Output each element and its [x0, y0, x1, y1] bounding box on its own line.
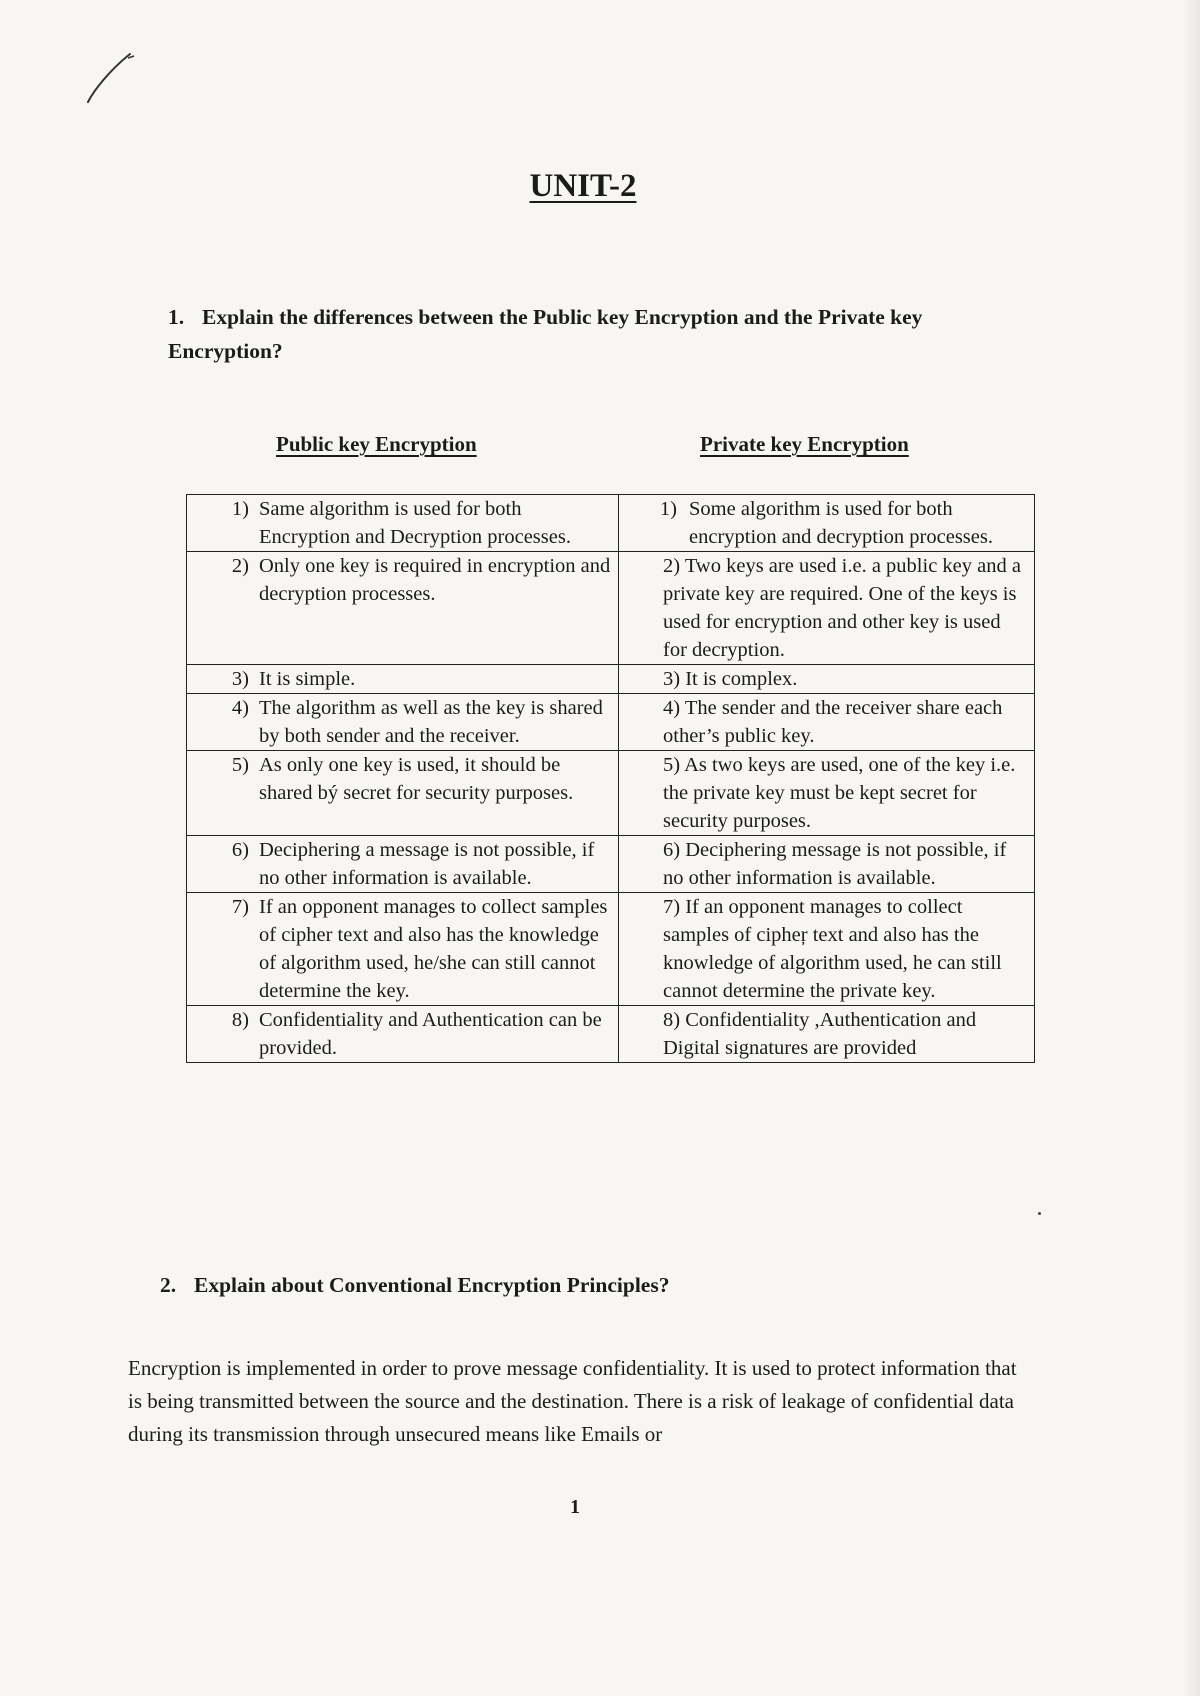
question-1-text: Explain the differences between the Public key Encryption and the Private key Encryption? — [168, 305, 923, 363]
table-row — [187, 665, 1035, 694]
page-title: UNIT-2 — [529, 168, 637, 204]
question-2-text: Explain about Conventional Encryption Principles? — [194, 1273, 670, 1297]
table-row — [187, 495, 1035, 552]
question-1-number: 1. — [168, 305, 185, 329]
table-row — [187, 552, 1035, 665]
page-number: 1 — [570, 1496, 580, 1518]
table-cell-private — [619, 751, 1035, 836]
table-row — [187, 751, 1035, 836]
question-1 — [168, 300, 998, 368]
question-2 — [160, 1268, 1060, 1302]
table-row — [187, 1006, 1035, 1063]
table-cell-public — [187, 1006, 619, 1063]
pen-tick-mark — [82, 50, 142, 110]
table-cell-private — [619, 1006, 1035, 1063]
table-cell-private — [619, 893, 1035, 1006]
table-cell-public — [187, 665, 619, 694]
table-cell-private — [619, 552, 1035, 665]
page-edge-shadow — [1182, 0, 1200, 1696]
cell-text: 5) As two keys are used, one of the key i.e. the private key must be kept secret for security purposes. — [663, 754, 1016, 832]
table-cell-public — [187, 495, 619, 552]
cell-text: Same algorithm is used for both Encryption and Decryption processes. — [259, 498, 571, 548]
column-header-public: Public key Encryption — [276, 432, 477, 456]
row-number: 3) — [231, 668, 249, 690]
cell-text: It is simple. — [259, 668, 356, 690]
cell-text: 4) The sender and the receiver share each other’s public key. — [663, 697, 1003, 747]
cell-text: 3) It is complex. — [663, 668, 798, 690]
row-number: 6) — [231, 839, 249, 861]
question-2-number: 2. — [160, 1273, 177, 1297]
table-cell-public — [187, 552, 619, 665]
cell-text: 6) Deciphering message is not possible, if no other information is available. — [663, 839, 1007, 889]
table-cell-public — [187, 836, 619, 893]
table-cell-public — [187, 893, 619, 1006]
table-cell-public — [187, 751, 619, 836]
row-number: 7) — [231, 896, 249, 918]
table-cell-private — [619, 694, 1035, 751]
cell-text: 8) Confidentiality ,Authentication and Digital signatures are provided — [663, 1009, 977, 1059]
cell-text: Only one key is required in encryption and decryption processes. — [259, 555, 611, 605]
table-cell-private — [619, 665, 1035, 694]
row-number: 4) — [231, 697, 249, 719]
cell-text: Some algorithm is used for both encryption and decryption processes. — [689, 498, 993, 548]
cell-text: Deciphering a message is not possible, if no other information is available. — [259, 839, 595, 889]
cell-text: If an opponent manages to collect samples of cipher text and also has the knowledge of algorithm used, he/she can still cannot determine the key. — [259, 896, 608, 1002]
cell-text: 2) Two keys are used i.e. a public key and a private key are required. One of the keys is used for encryption and other key is used for decryption. — [663, 555, 1021, 661]
cell-text: Confidentiality and Authentication can be provided. — [259, 1009, 602, 1059]
body-paragraph: Encryption is implemented in order to prove message confidentiality. It is used to protect information that is being transmitted between the source and the destination. There is a risk of leakage of confidential data during its transmission through unsecured means like Emails or — [128, 1356, 1017, 1446]
column-header-private: Private key Encryption — [700, 432, 909, 456]
row-number: 1) — [659, 498, 677, 520]
table-row — [187, 893, 1035, 1006]
cell-text: The algorithm as well as the key is shared by both sender and the receiver. — [259, 697, 603, 747]
row-number: 1) — [231, 498, 249, 520]
row-number: 5) — [231, 754, 249, 776]
comparison-table — [186, 494, 1035, 1063]
table-cell-private — [619, 495, 1035, 552]
stray-dot — [1038, 1212, 1041, 1215]
table-cell-public — [187, 694, 619, 751]
table-row — [187, 836, 1035, 893]
cell-text: As only one key is used, it should be shared bý secret for security purposes. — [259, 754, 574, 804]
row-number: 2) — [231, 555, 249, 577]
cell-text: 7) If an opponent manages to collect samples of cipheŗ text and also has the knowledge of algorithm used, he can still cannot determine the private key. — [663, 896, 1002, 1002]
table-cell-private — [619, 836, 1035, 893]
table-row — [187, 694, 1035, 751]
row-number: 8) — [231, 1009, 249, 1031]
